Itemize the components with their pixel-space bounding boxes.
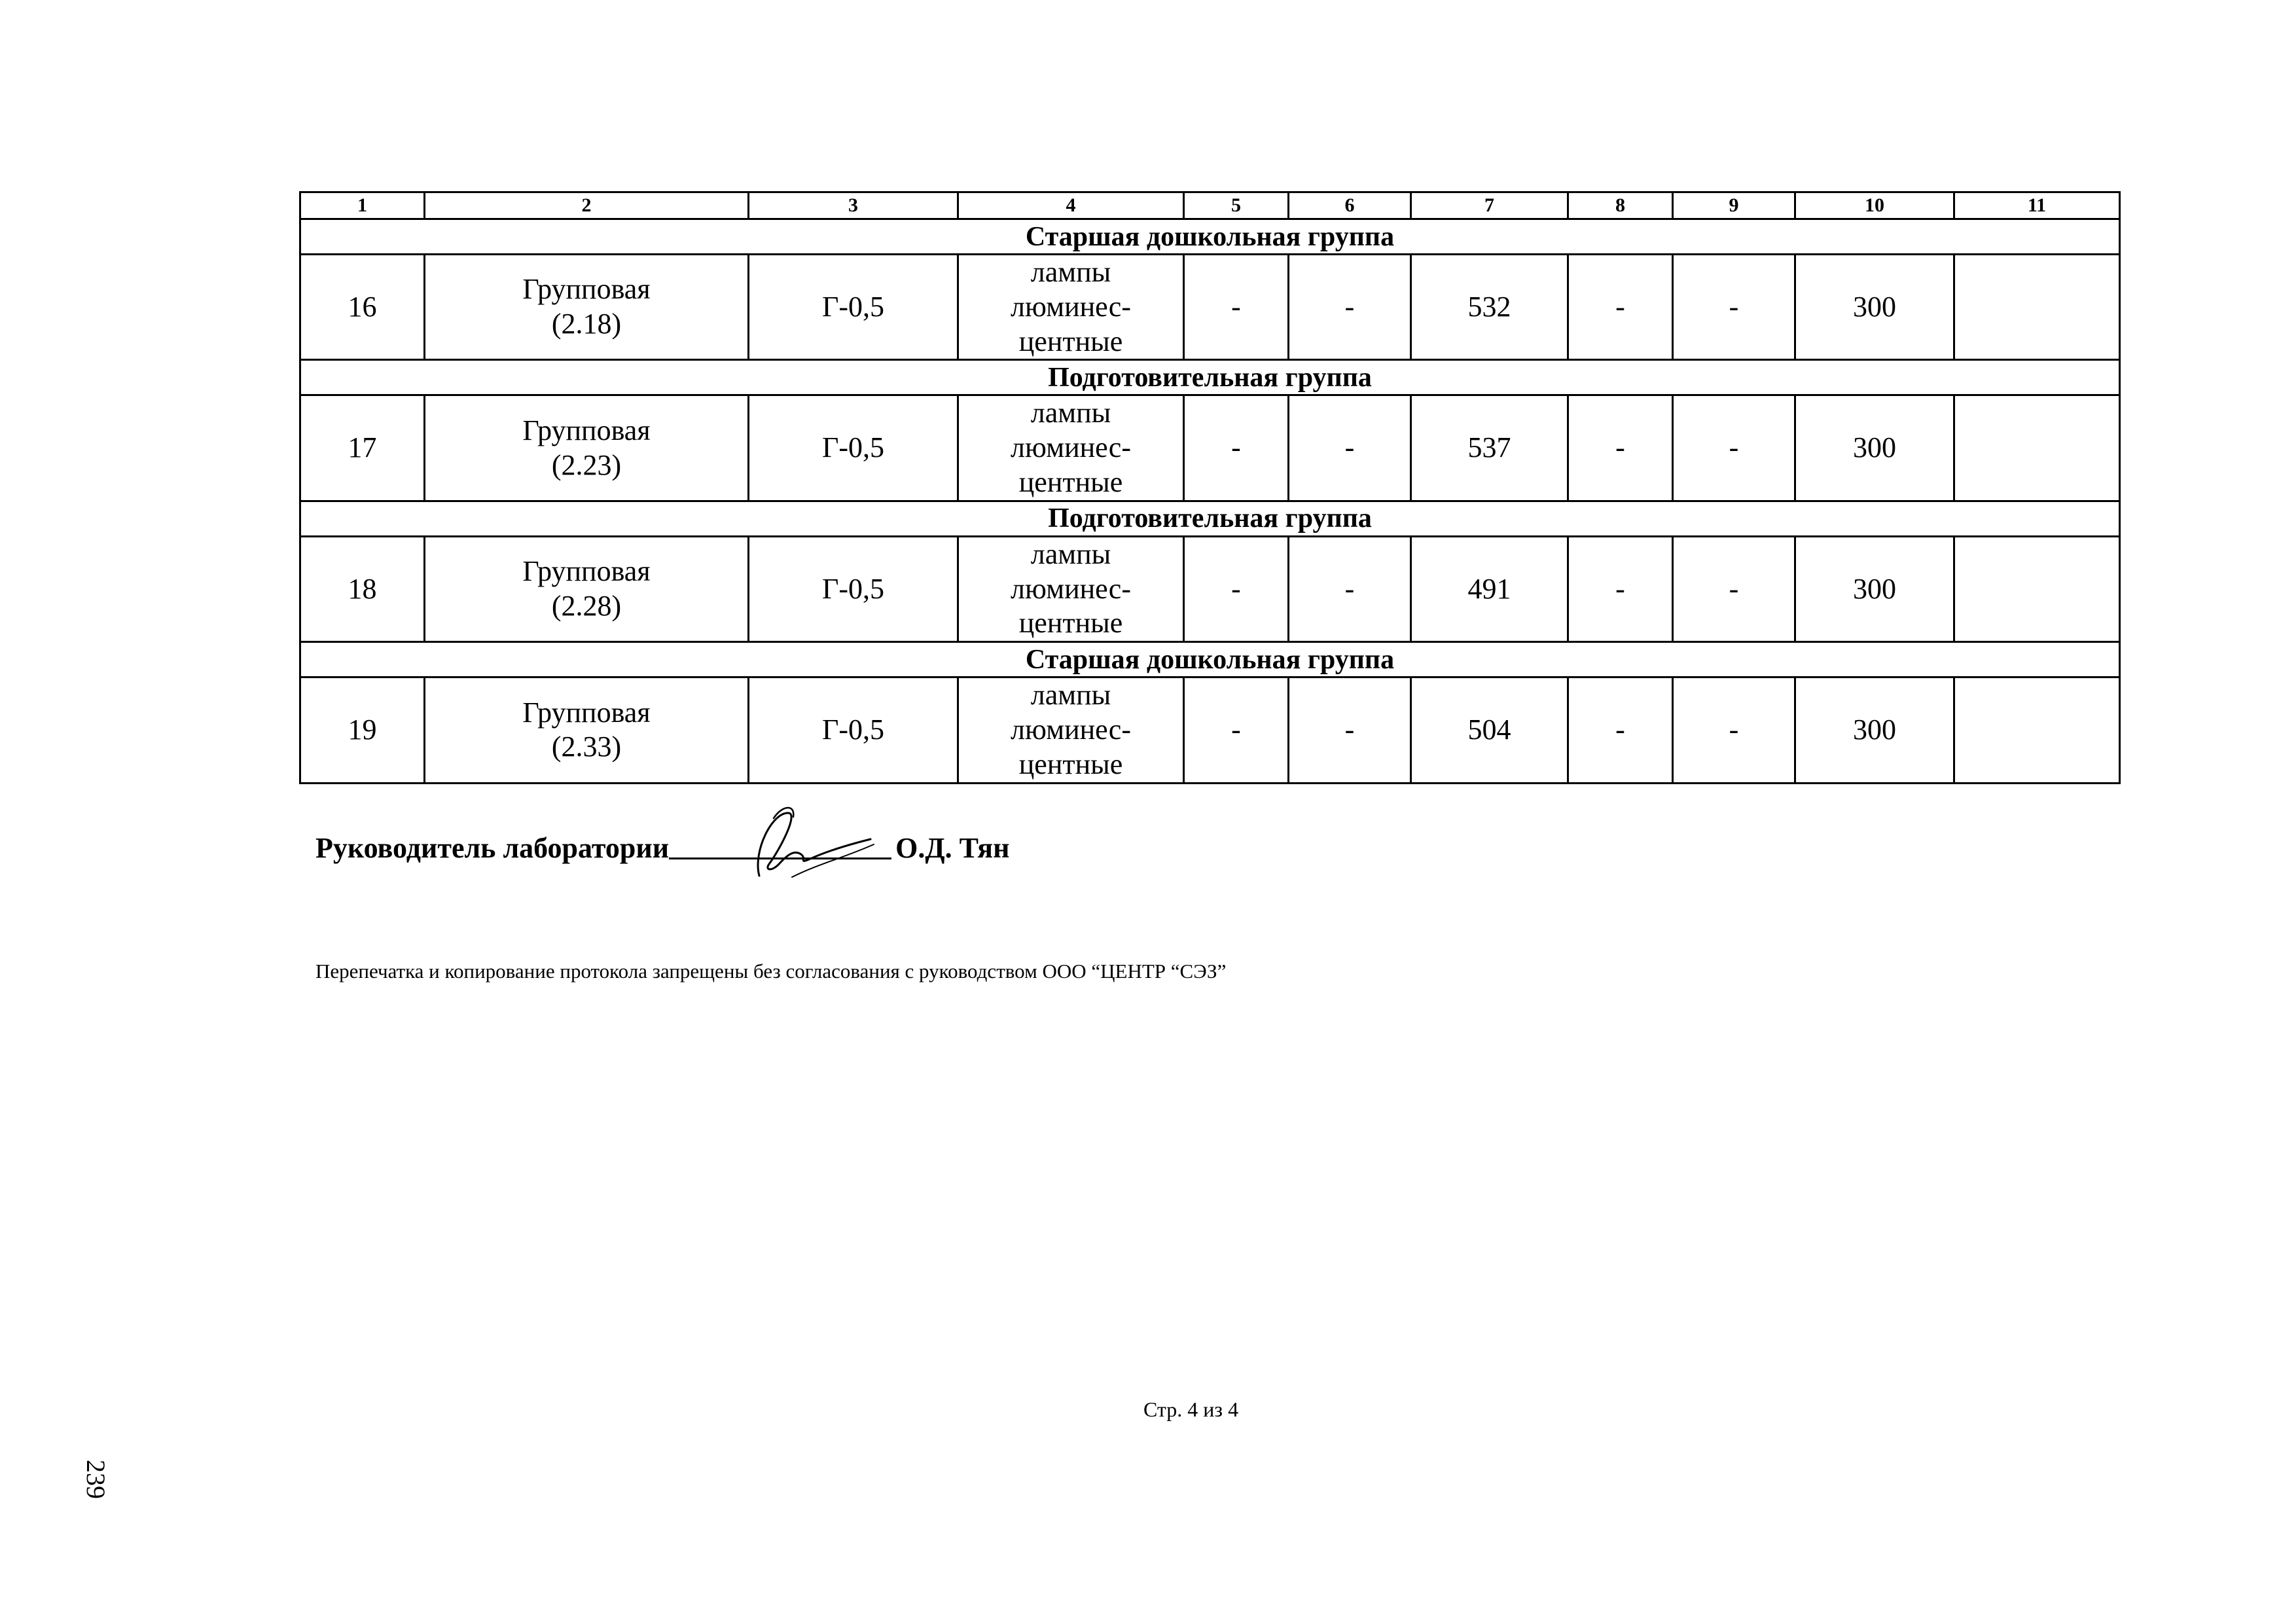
lamp-type-line: лампы (1030, 537, 1111, 570)
value-cell: - (1673, 255, 1795, 360)
group-heading-row (300, 642, 2120, 677)
lamp-type-line: центные (1018, 325, 1123, 357)
value-cell: - (1289, 255, 1411, 360)
row-number: 19 (300, 677, 425, 783)
row-number: 16 (300, 255, 425, 360)
signer-title: Руководитель лаборатории (315, 832, 670, 864)
column-number-row (300, 192, 2120, 219)
room-name: Групповая (522, 696, 651, 729)
value-cell: - (1568, 536, 1673, 641)
illuminance-norm-cell: 300 (1795, 677, 1954, 783)
illuminance-measured-cell: 537 (1411, 395, 1568, 501)
group-heading: Старшая дошкольная группа (300, 642, 2120, 677)
value-cell: - (1184, 395, 1289, 501)
lamp-type-cell (958, 536, 1184, 641)
row-number: 17 (300, 395, 425, 501)
value-cell: - (1673, 536, 1795, 641)
group-heading: Старшая дошкольная группа (300, 219, 2120, 255)
table-row (300, 395, 2120, 501)
group-heading-row (300, 360, 2120, 395)
illuminance-measured-cell: 532 (1411, 255, 1568, 360)
lamp-type-cell (958, 255, 1184, 360)
lamp-type-line: люминес- (1011, 572, 1131, 605)
value-cell: - (1289, 677, 1411, 783)
illuminance-norm-cell: 300 (1795, 255, 1954, 360)
row-number: 18 (300, 536, 425, 641)
lamp-type-line: центные (1018, 465, 1123, 498)
handwritten-signature (733, 799, 890, 890)
column-number: 9 (1673, 192, 1795, 219)
table-row (300, 255, 2120, 360)
value-cell (1954, 536, 2120, 641)
column-number: 10 (1795, 192, 1954, 219)
value-cell (1954, 395, 2120, 501)
value-cell: - (1568, 255, 1673, 360)
room-code: (2.33) (551, 731, 622, 763)
value-cell: - (1289, 395, 1411, 501)
group-heading-row (300, 219, 2120, 255)
lamp-type-cell (958, 395, 1184, 501)
value-cell: - (1289, 536, 1411, 641)
value-cell (1954, 677, 2120, 783)
value-cell: - (1673, 677, 1795, 783)
column-number: 5 (1184, 192, 1289, 219)
column-number: 2 (425, 192, 749, 219)
illuminance-measured-cell: 491 (1411, 536, 1568, 641)
lamp-type-line: люминес- (1011, 431, 1131, 464)
value-cell: - (1184, 536, 1289, 641)
room-cell (425, 395, 749, 501)
lamp-type-line: лампы (1030, 679, 1111, 712)
signer-name: О.Д. Тян (895, 832, 1010, 864)
lamp-type-line: лампы (1030, 397, 1111, 429)
group-heading: Подготовительная группа (300, 501, 2120, 536)
value-cell (1954, 255, 2120, 360)
lamp-type-line: люминес- (1011, 290, 1131, 323)
measurement-table (299, 191, 2121, 784)
column-number: 11 (1954, 192, 2120, 219)
lamp-type-line: лампы (1030, 256, 1111, 288)
room-name: Групповая (522, 273, 651, 306)
illuminance-norm-cell: 300 (1795, 395, 1954, 501)
signature-block (315, 829, 1009, 865)
room-name: Групповая (522, 414, 651, 446)
copy-restriction-note: Перепечатка и копирование протокола запрещены без согласования с руководством ООО “ЦЕНТР “СЭЗ” (315, 960, 1227, 983)
room-code: (2.23) (551, 448, 622, 481)
column-number: 3 (749, 192, 958, 219)
illuminance-measured-cell: 504 (1411, 677, 1568, 783)
room-cell (425, 255, 749, 360)
value-cell: - (1184, 255, 1289, 360)
room-cell (425, 536, 749, 641)
grade-cell: Г-0,5 (749, 395, 958, 501)
column-number: 6 (1289, 192, 1411, 219)
lamp-type-line: центные (1018, 607, 1123, 640)
value-cell: - (1568, 395, 1673, 501)
room-name: Групповая (522, 555, 651, 588)
grade-cell: Г-0,5 (749, 536, 958, 641)
group-heading-row (300, 501, 2120, 536)
column-number: 4 (958, 192, 1184, 219)
column-number: 1 (300, 192, 425, 219)
value-cell: - (1568, 677, 1673, 783)
value-cell: - (1184, 677, 1289, 783)
room-code: (2.28) (551, 589, 622, 622)
grade-cell: Г-0,5 (749, 677, 958, 783)
table-row (300, 677, 2120, 783)
room-code: (2.18) (551, 308, 622, 340)
side-page-number: 239 (81, 1460, 111, 1499)
lamp-type-cell (958, 677, 1184, 783)
lamp-type-line: центные (1018, 748, 1123, 780)
room-cell (425, 677, 749, 783)
page-indicator: Стр. 4 из 4 (1143, 1398, 1239, 1421)
lamp-type-line: люминес- (1011, 713, 1131, 746)
group-heading: Подготовительная группа (300, 360, 2120, 395)
column-number: 7 (1411, 192, 1568, 219)
table-row (300, 536, 2120, 641)
value-cell: - (1673, 395, 1795, 501)
column-number: 8 (1568, 192, 1673, 219)
grade-cell: Г-0,5 (749, 255, 958, 360)
illuminance-norm-cell: 300 (1795, 536, 1954, 641)
